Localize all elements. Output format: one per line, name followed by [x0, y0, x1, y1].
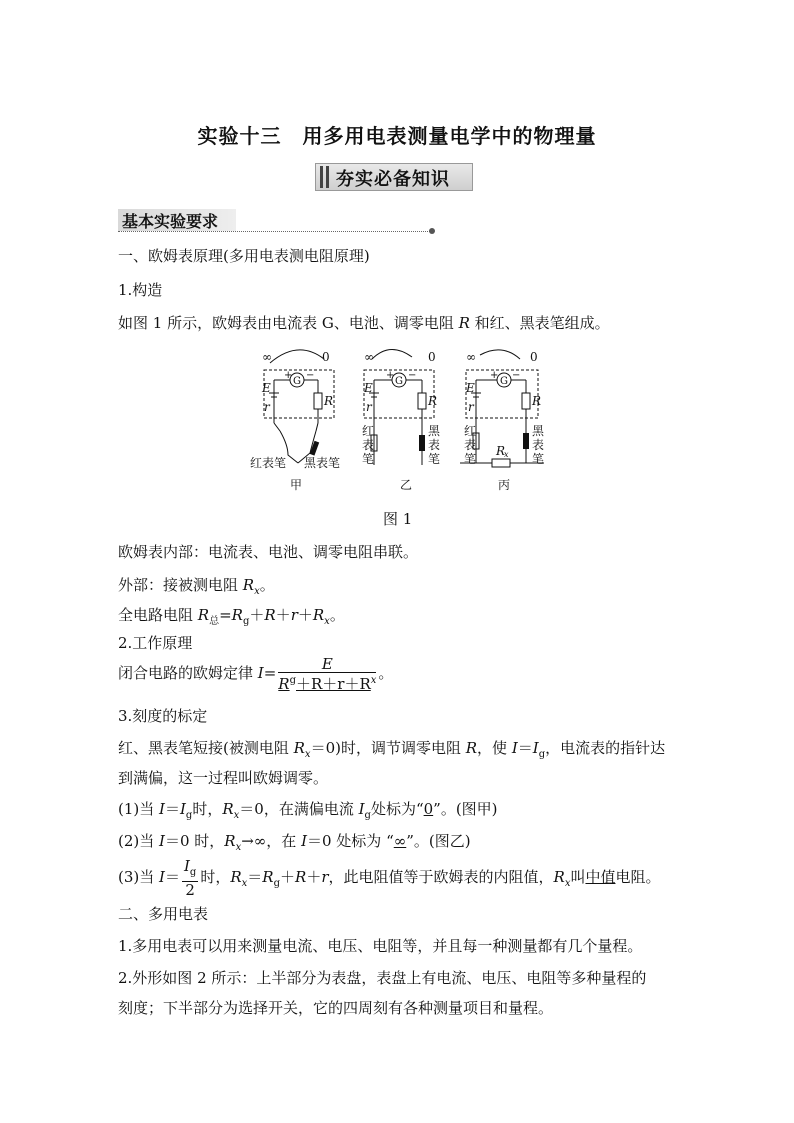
s2-heading: 二、多用电表 [118, 905, 209, 923]
page-title: 实验十三 用多用电表测量电学中的物理量 [197, 124, 597, 148]
s2-item-1: 1.多用电表可以用来测量电流、电压、电阻等，并且每一种测量都有几个量程。 [118, 937, 643, 955]
figure-caption: 图 1 [383, 510, 413, 528]
internal-text: 欧姆表内部：电流表、电池、调零电阻串联。 [118, 543, 419, 561]
svg-text:表: 表 [532, 438, 545, 452]
panel-label-jia: 甲 [290, 478, 303, 492]
svg-text:−: − [306, 370, 315, 381]
svg-text:+: + [284, 370, 293, 381]
s2-item-2-line-2: 刻度；下半部分为选择开关，它的四周刻有各种测量项目和量程。 [118, 999, 554, 1017]
svg-text:R: R [532, 394, 542, 408]
ohmmeter-figure [240, 345, 560, 495]
panel-label-bing: 丙 [498, 478, 511, 492]
banner-bar-icon [320, 166, 323, 188]
svg-text:0: 0 [530, 350, 538, 364]
svg-text:红: 红 [362, 424, 375, 438]
svg-text:E: E [466, 381, 475, 395]
s1-sub-construct: 1.构造 [118, 281, 163, 299]
svg-text:r: r [366, 400, 372, 414]
calibration-item-2: (2)当 I＝0 时，$R_x\to\infty$，在 I＝0 处标为 “∞”。(图乙) [118, 832, 471, 853]
svg-text:∞: ∞ [466, 350, 476, 364]
svg-text:G: G [293, 376, 301, 387]
panel-label-yi: 乙 [400, 478, 413, 492]
svg-text:表: 表 [428, 438, 441, 452]
svg-text:∞: ∞ [364, 350, 374, 364]
svg-text:R: R [324, 394, 334, 408]
total-resistance: 全电路电阻 $R_总=R_g+R+r+R_x$。 [118, 606, 345, 627]
svg-text:0: 0 [322, 350, 330, 364]
svg-text:红: 红 [464, 424, 477, 438]
svg-text:笔: 笔 [532, 452, 545, 466]
section-divider [118, 231, 430, 232]
svg-text:表: 表 [362, 438, 375, 452]
red-pen-label: 红表笔 [250, 456, 287, 470]
svg-text:r: r [468, 400, 474, 414]
svg-text:r: r [264, 400, 270, 414]
calibration-item-3: (3)当 I＝ $\frac{I_g}{2}$ 时，$R_x=R_g+R+r$，此电阻值等于欧姆表的内阻值，$R_x$叫中值电阻。 [118, 857, 661, 899]
section-header-label: 基本实验要求 [122, 212, 219, 231]
svg-text:+: + [386, 370, 395, 381]
svg-text:表: 表 [464, 438, 477, 452]
svg-text:笔: 笔 [464, 452, 477, 466]
calibration-line-1: 红、黑表笔短接(被测电阻 $R_x=0$)时，调节调零电阻 R，使 $I=I_g$，电流表的指针达 [118, 739, 666, 760]
section-header [118, 209, 436, 233]
svg-text:−: − [408, 370, 417, 381]
svg-text:笔: 笔 [362, 452, 375, 466]
s1-heading: 一、欧姆表原理(多用电表测电阻原理) [118, 247, 370, 265]
banner-title: 夯实必备知识 [336, 169, 450, 190]
svg-text:E: E [262, 381, 271, 395]
svg-text:∞: ∞ [262, 350, 272, 364]
svg-text:黑: 黑 [428, 424, 441, 438]
s1-sub-calibration: 3.刻度的标定 [118, 707, 208, 725]
s2-item-2-line-1: 2.外形如图 2 所示：上半部分为表盘，表盘上有电流、电压、电阻等多种量程的 [118, 969, 647, 987]
svg-text:+: + [490, 370, 499, 381]
svg-text:G: G [395, 376, 403, 387]
svg-text:x: x [504, 450, 509, 459]
banner-bar-icon [326, 166, 329, 188]
construct-paragraph: 如图 1 所示，欧姆表由电流表 G、电池、调零电阻 R 和红、黑表笔组成。 [118, 314, 610, 332]
external-text: 外部：接被测电阻 $R_x$。 [118, 576, 275, 597]
divider-dot-icon [429, 228, 435, 234]
svg-text:G: G [500, 376, 508, 387]
section-banner [315, 163, 473, 191]
calibration-line-2: 到满偏，这一过程叫欧姆调零。 [118, 769, 329, 787]
svg-text:R: R [496, 444, 506, 458]
svg-text:R: R [428, 394, 438, 408]
ohm-law: 闭合电路的欧姆定律 I= $\frac{E}{R^g+R+r+R^x}$ 。 [118, 655, 394, 693]
svg-text:0: 0 [428, 350, 436, 364]
svg-text:黑: 黑 [532, 424, 545, 438]
calibration-item-1: (1)当 $I=I_g$时，$R_x=0$，在满偏电流 $I_g$处标为“0”。(图甲) [118, 800, 498, 821]
svg-text:−: − [512, 370, 521, 381]
svg-text:笔: 笔 [428, 452, 441, 466]
black-pen-label: 黑表笔 [304, 456, 341, 470]
s1-sub-principle: 2.工作原理 [118, 634, 193, 652]
svg-text:E: E [364, 381, 373, 395]
